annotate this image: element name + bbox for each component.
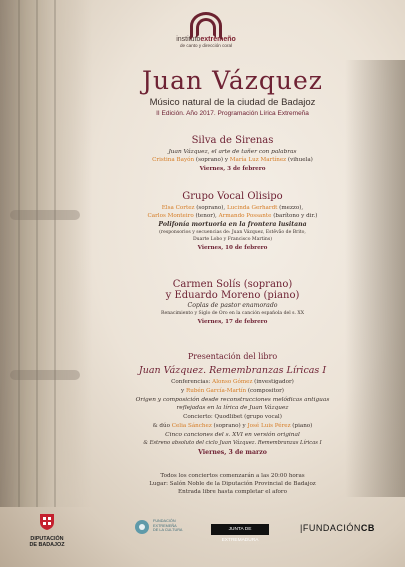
footer-line-2: Lugar: Salón Noble de la Diputación Provincial de Badajoz [149,481,316,487]
concert2-date: Viernes, 10 de febrero [197,245,268,251]
fundacion-extremena-cultura-logo: FUNDACIÓN EXTREMEÑA DE LA CULTURA [134,519,204,535]
book-concert: Concierto: Quodlibet (grupo vocal) [183,414,282,420]
footer-line-3: Entrada libre hasta completar el aforo [178,489,287,495]
book-premiere: & Estreno absoluto del ciclo Juan Vázquez. Remembranzas Líricas I [143,440,322,446]
book-date: Viernes, 3 de marzo [198,449,267,456]
concert3-desc: Coplas de pastor enamorado [187,302,278,309]
book-heading: Presentación del libro [187,352,278,361]
concert1-performers: Cristina Bayón (soprano) y María Luz Martínez (vihuela) [152,157,313,163]
concert3-title-1: Carmen Solís (soprano) [172,279,293,290]
book-conferences: Conferencias: Alonso Gómez (investigador) [171,379,294,385]
diputacion-shield-icon [39,513,55,531]
fundacion-cultura-icon [134,519,150,535]
concert2-title: Grupo Vocal Olisipo [182,191,283,202]
page-subtitle: Músico natural de la ciudad de Badajoz [149,97,316,108]
sponsor-logos [0,505,405,567]
concert2-desc: Polifonía mortuoria en la frontera lusitana [158,221,307,228]
book-songs: Cinco canciones del s. XVI en versión original [165,432,300,438]
fundacion-cb-logo: |FUNDACIÓNCB [300,523,375,533]
concert3-note: Renacimiento y Siglo de Oro en la canción española del s. XX [161,311,304,316]
concert1-date: Viernes, 3 de febrero [199,166,266,172]
logo-arches-icon [191,12,221,34]
book-conferences-2: y Rubén García-Martín (compositor) [181,388,284,394]
book-desc-1: Origen y composición desde reconstrucciones melódicas antiguas [135,397,330,403]
concert3-date: Viernes, 17 de febrero [197,319,268,325]
book-desc-2: reflejadas en la lírica de Juan Vázquez [176,405,289,411]
concert1-title: Silva de Sirenas [191,135,274,146]
diputacion-badajoz-logo: DIPUTACIÓN DE BADAJOZ [22,513,72,548]
concert2-performers-2: Carlos Monteiro (tenor), Armando Possante (barítono y dir.) [147,213,318,219]
concert1-desc: Juan Vázquez, el arte de tañer con palabras [168,149,297,155]
page-title: Juan Vázquez [142,66,323,95]
footer-line-1: Todos los conciertos comenzarán a las 20:00 horas [160,473,305,479]
book-title: Juan Vázquez. Remembranzas Líricas I [138,365,327,376]
concert2-note-1: (responsorios y secuencias de: Juan Vázquez, Estêvão de Brito, [159,230,306,235]
concert2-note-2: Duarte Lobo y Francisco Martins) [193,237,272,242]
edition-line: II Edición. Año 2017. Programación Lírica Extremeña [156,110,309,117]
book-duo: & dúo Celia Sánchez (soprano) y José Luis Pérez (piano) [152,423,313,429]
junta-extremadura-logo: JUNTA DE EXTREMADURA [211,524,269,535]
instituto-extremeno-logo: institutoextremeño de canto y dirección coral [170,12,242,70]
concert2-performers-1: Elsa Cortez (soprano), Lucinda Gerhardt (mezzo), [161,205,304,211]
concert3-title-2: y Eduardo Moreno (piano) [165,290,300,301]
